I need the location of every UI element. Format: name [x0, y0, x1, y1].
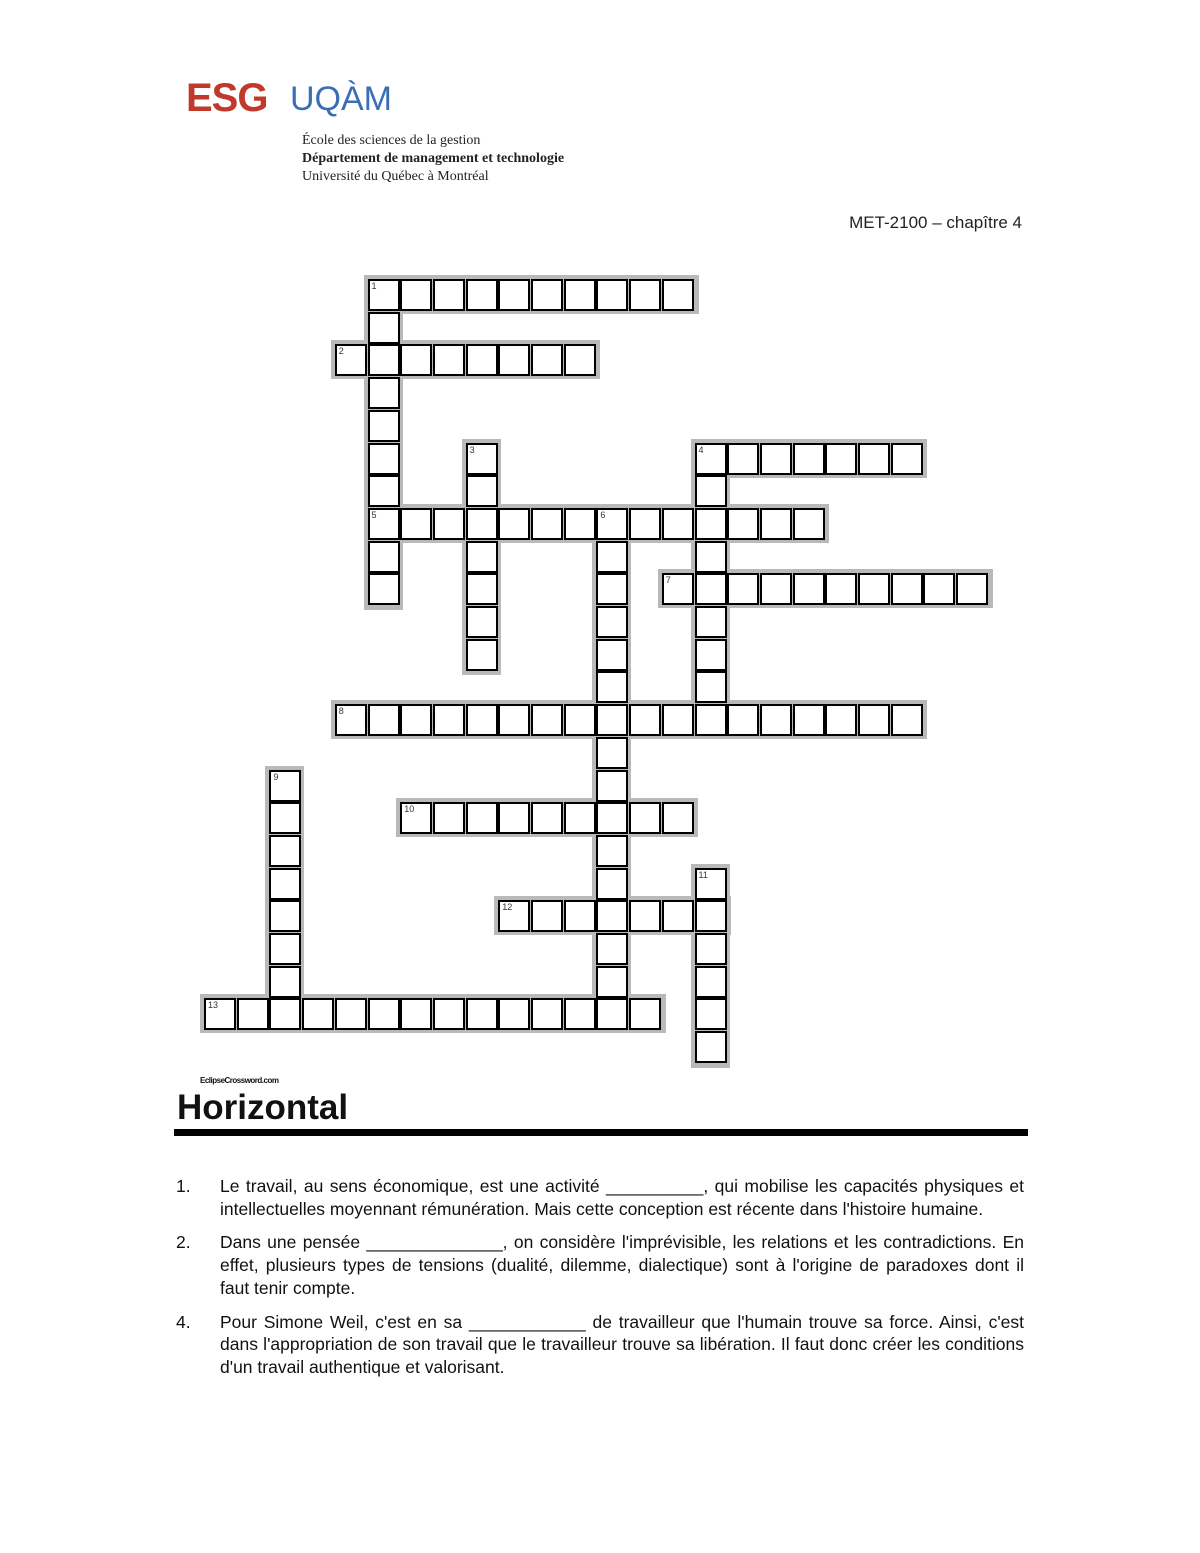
crossword-cell[interactable]: [466, 573, 498, 605]
crossword-cell[interactable]: [695, 639, 727, 671]
crossword-cell[interactable]: [531, 802, 563, 834]
crossword-cell[interactable]: [891, 573, 923, 605]
crossword-cell[interactable]: [793, 704, 825, 736]
crossword-cell[interactable]: [498, 279, 530, 311]
crossword-cell[interactable]: [466, 639, 498, 671]
crossword-cell[interactable]: [466, 998, 498, 1030]
clue-text: Le travail, au sens économique, est une activité __________, qui mobilise les capacités physiques et intellectuelles moyennant rémunération. Mais cette conception est récente dans l'histoire humaine.: [220, 1176, 1024, 1219]
crossword-cell[interactable]: [695, 671, 727, 703]
crossword-cell[interactable]: [596, 541, 628, 573]
crossword-cell[interactable]: [825, 443, 857, 475]
crossword-cell[interactable]: [400, 998, 432, 1030]
crossword-cell[interactable]: [368, 344, 400, 376]
crossword-cell[interactable]: [368, 312, 400, 344]
crossword-cell[interactable]: [433, 704, 465, 736]
school-name: École des sciences de la gestion: [302, 133, 481, 148]
crossword-cell[interactable]: [564, 279, 596, 311]
crossword-cell[interactable]: [531, 900, 563, 932]
crossword-cell[interactable]: [466, 704, 498, 736]
clue-list: [176, 1175, 1024, 1390]
crossword-cell[interactable]: [760, 508, 792, 540]
crossword-cell[interactable]: [596, 606, 628, 638]
crossword-cell[interactable]: [923, 573, 955, 605]
crossword-cell[interactable]: [531, 508, 563, 540]
crossword-cell[interactable]: [498, 704, 530, 736]
crossword-cell[interactable]: [596, 998, 628, 1030]
crossword-cell[interactable]: [596, 279, 628, 311]
university-name: Université du Québec à Montréal: [302, 169, 489, 184]
crossword-cell[interactable]: [368, 377, 400, 409]
crossword-cell[interactable]: [596, 639, 628, 671]
crossword-cell[interactable]: [760, 443, 792, 475]
clue-number: 1.: [176, 1176, 191, 1196]
crossword-cell[interactable]: [629, 508, 661, 540]
crossword-cell[interactable]: [695, 508, 727, 540]
crossword-cell[interactable]: [662, 508, 694, 540]
crossword-cell[interactable]: [695, 475, 727, 507]
clue-text: Pour Simone Weil, c'est en sa ____________ de travailleur que l'humain trouve sa force. Ainsi, c'est dans l'appropriation de son travail que le travailleur trouve sa libération. Il faut donc créer les conditions d'un travail authentique et valorisant.: [220, 1311, 1024, 1377]
crossword-cell[interactable]: [858, 573, 890, 605]
clue-item: [176, 1311, 1024, 1379]
crossword-cell[interactable]: [564, 508, 596, 540]
crossword-cell[interactable]: [629, 802, 661, 834]
crossword-cell[interactable]: [466, 508, 498, 540]
crossword-cell[interactable]: [564, 998, 596, 1030]
cell-number: 8: [338, 706, 344, 717]
crossword-cell[interactable]: [695, 966, 727, 998]
crossword-cell[interactable]: [466, 541, 498, 573]
cell-number: 2: [338, 346, 344, 357]
heading-rule: [174, 1129, 1028, 1136]
crossword-cell[interactable]: [596, 933, 628, 965]
crossword-cell[interactable]: [466, 344, 498, 376]
crossword-cell[interactable]: [727, 443, 759, 475]
crossword-cell[interactable]: [695, 541, 727, 573]
crossword-cell[interactable]: [793, 443, 825, 475]
crossword-cell[interactable]: [662, 802, 694, 834]
crossword-cell[interactable]: [858, 443, 890, 475]
crossword-cell[interactable]: [368, 704, 400, 736]
crossword-cell[interactable]: [564, 344, 596, 376]
crossword-credit: EclipseCrossword.com: [200, 1076, 279, 1085]
crossword-cell[interactable]: [956, 573, 988, 605]
crossword-cell[interactable]: [400, 344, 432, 376]
crossword-cell[interactable]: [793, 508, 825, 540]
crossword-cell[interactable]: [269, 933, 301, 965]
crossword-cell[interactable]: [596, 704, 628, 736]
crossword-cell[interactable]: [629, 900, 661, 932]
crossword-cell[interactable]: [564, 704, 596, 736]
crossword-cell[interactable]: [433, 344, 465, 376]
crossword-cell[interactable]: [498, 998, 530, 1030]
crossword-cell[interactable]: [433, 279, 465, 311]
crossword-cell[interactable]: [269, 868, 301, 900]
crossword-cell[interactable]: [269, 966, 301, 998]
crossword-cell[interactable]: [400, 279, 432, 311]
crossword-cell[interactable]: [466, 279, 498, 311]
crossword-cell[interactable]: [368, 410, 400, 442]
crossword-cell[interactable]: [793, 573, 825, 605]
crossword-cell[interactable]: [727, 573, 759, 605]
crossword-cell[interactable]: [629, 279, 661, 311]
crossword-cell[interactable]: [368, 573, 400, 605]
cell-number: 7: [665, 575, 671, 586]
crossword-cell[interactable]: [466, 475, 498, 507]
clue-number: 2.: [176, 1232, 191, 1253]
course-code: MET-2100 – chapître 4: [849, 213, 1022, 232]
crossword-cell[interactable]: [825, 573, 857, 605]
crossword-cell[interactable]: [368, 475, 400, 507]
crossword-cell[interactable]: [498, 802, 530, 834]
crossword-cell[interactable]: [498, 508, 530, 540]
cell-number: 1: [371, 281, 377, 291]
crossword-cell[interactable]: [335, 998, 367, 1030]
crossword-cell[interactable]: [629, 998, 661, 1030]
crossword-cell[interactable]: [433, 508, 465, 540]
crossword-cell[interactable]: [596, 573, 628, 605]
crossword-cell[interactable]: [596, 737, 628, 769]
crossword-cell[interactable]: [596, 802, 628, 834]
crossword-cell[interactable]: [466, 802, 498, 834]
crossword-cell[interactable]: [695, 1031, 727, 1063]
crossword-cell[interactable]: [564, 802, 596, 834]
clue-text: Dans une pensée ______________, on considère l'imprévisible, les relations et les contradictions. En effet, plusieurs types de tensions (dualité, dilemme, dialectique) sont à l'origine de paradoxes dont il faut tenir compte.: [220, 1232, 1024, 1298]
crossword-cell[interactable]: [695, 900, 727, 932]
crossword-cell[interactable]: [368, 443, 400, 475]
crossword-cell[interactable]: [760, 704, 792, 736]
crossword-cell[interactable]: [531, 344, 563, 376]
crossword-cell[interactable]: [695, 933, 727, 965]
crossword-cell[interactable]: [302, 998, 334, 1030]
crossword-cell[interactable]: [760, 573, 792, 605]
crossword-cell[interactable]: [596, 835, 628, 867]
crossword-cell[interactable]: [596, 900, 628, 932]
cell-number: 11: [698, 869, 708, 880]
crossword-cell[interactable]: [433, 998, 465, 1030]
crossword-cell[interactable]: [695, 998, 727, 1030]
crossword-cell[interactable]: [269, 998, 301, 1030]
crossword-cell[interactable]: [400, 704, 432, 736]
crossword-cell[interactable]: [695, 704, 727, 736]
cell-number: 5: [371, 509, 377, 520]
crossword-cell[interactable]: [662, 900, 694, 932]
crossword-cell[interactable]: [400, 508, 432, 540]
crossword-cell[interactable]: [531, 704, 563, 736]
cell-number: 10: [404, 804, 415, 815]
crossword-cell[interactable]: [858, 704, 890, 736]
crossword-cell[interactable]: [891, 704, 923, 736]
department-name: Département de management et technologie: [302, 151, 565, 166]
cell-number: 3: [469, 444, 475, 455]
clue-number: 4.: [176, 1311, 191, 1332]
crossword-cell[interactable]: [629, 704, 661, 736]
cell-number: 9: [273, 771, 279, 782]
crossword-cell[interactable]: [662, 704, 694, 736]
cell-number: 12: [502, 902, 513, 913]
crossword-cell[interactable]: [269, 802, 301, 834]
crossword-cell[interactable]: [433, 802, 465, 834]
crossword-cell[interactable]: [727, 508, 759, 540]
crossword-cell[interactable]: [891, 443, 923, 475]
crossword-cell[interactable]: [466, 606, 498, 638]
crossword-cell[interactable]: [531, 998, 563, 1030]
crossword-cell[interactable]: [269, 900, 301, 932]
crossword-cell[interactable]: [662, 279, 694, 311]
crossword-cell[interactable]: [564, 900, 596, 932]
crossword-cell[interactable]: [368, 998, 400, 1030]
crossword-cell[interactable]: [531, 279, 563, 311]
crossword-cell[interactable]: [269, 835, 301, 867]
crossword-cell[interactable]: [727, 704, 759, 736]
crossword-cell[interactable]: [498, 344, 530, 376]
cell-number: 4: [698, 444, 704, 455]
crossword-cell[interactable]: [695, 606, 727, 638]
crossword-cell[interactable]: [596, 868, 628, 900]
crossword-cell[interactable]: [596, 966, 628, 998]
crossword-cell[interactable]: [596, 671, 628, 703]
cell-number: 6: [600, 509, 606, 520]
crossword-cell[interactable]: [596, 770, 628, 802]
crossword-cell[interactable]: [368, 541, 400, 573]
cell-number: 13: [208, 1000, 219, 1011]
clue-item: [176, 1231, 1024, 1299]
logo-esg-text: ESG: [186, 76, 268, 120]
logo-uqam-text: UQÀM: [290, 80, 392, 118]
crossword-cell[interactable]: [825, 704, 857, 736]
crossword-cell[interactable]: [695, 573, 727, 605]
section-title: Horizontal: [177, 1088, 349, 1127]
crossword-cell[interactable]: [237, 998, 269, 1030]
clue-item: [176, 1175, 1024, 1220]
